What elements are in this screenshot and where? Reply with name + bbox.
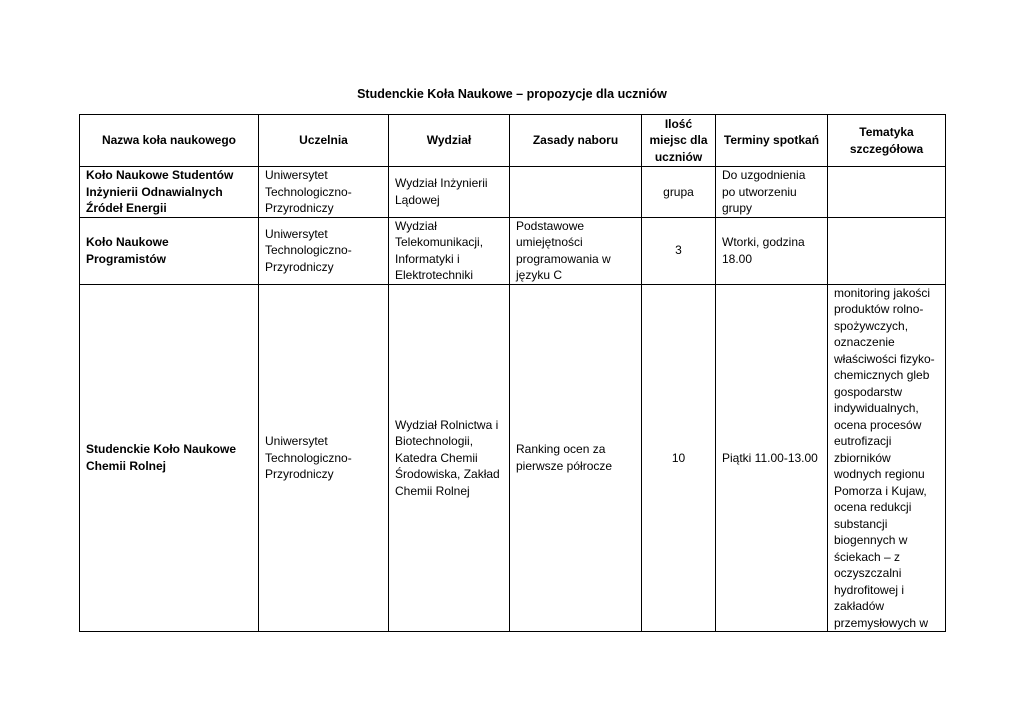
cell-faculty: Wydział Telekomunikacji, Informatyki i Elektrotechniki bbox=[389, 217, 510, 284]
cell-meetings: Piątki 11.00-13.00 bbox=[716, 284, 828, 632]
cell-university: Uniwersytet Technologiczno-Przyrodniczy bbox=[259, 167, 389, 218]
table-row bbox=[80, 284, 946, 632]
cell-meetings: Do uzgodnienia po utworzeniu grupy bbox=[716, 167, 828, 218]
cell-faculty: Wydział Inżynierii Lądowej bbox=[389, 167, 510, 218]
table-row bbox=[80, 167, 946, 218]
cell-recruitment bbox=[510, 167, 642, 218]
cell-university: Uniwersytet Technologiczno-Przyrodniczy bbox=[259, 284, 389, 632]
cell-places: 10 bbox=[642, 284, 716, 632]
header-recruitment: Zasady naboru bbox=[510, 115, 642, 167]
cell-topics bbox=[828, 167, 946, 218]
header-topics: Tematyka szczegółowa bbox=[828, 115, 946, 167]
cell-club-name: Koło Naukowe Programistów bbox=[80, 217, 259, 284]
cell-places: 3 bbox=[642, 217, 716, 284]
cell-recruitment: Podstawowe umiejętności programowania w języku C bbox=[510, 217, 642, 284]
cell-university: Uniwersytet Technologiczno-Przyrodniczy bbox=[259, 217, 389, 284]
cell-faculty: Wydział Rolnictwa i Biotechnologii, Katedra Chemii Środowiska, Zakład Chemii Rolnej bbox=[389, 284, 510, 632]
header-university: Uczelnia bbox=[259, 115, 389, 167]
header-places: Ilość miejsc dla uczniów bbox=[642, 115, 716, 167]
cell-topics: monitoring jakości produktów rolno-spożywczych, oznaczenie właściwości fizyko-chemicznych gleb gospodarstw indywidualnych, ocena procesów eutrofizacji zbiorników wodnych regionu Pomorza i Kujaw, ocena redukcji substancji biogennych w ściekach – z oczyszczalni hydrofitowej i zakładów przemysłowych w bbox=[828, 284, 946, 632]
header-meetings: Terminy spotkań bbox=[716, 115, 828, 167]
header-faculty: Wydział bbox=[389, 115, 510, 167]
cell-recruitment: Ranking ocen za pierwsze półrocze bbox=[510, 284, 642, 632]
cell-club-name: Koło Naukowe Studentów Inżynierii Odnawialnych Źródeł Energii bbox=[80, 167, 259, 218]
cell-club-name: Studenckie Koło Naukowe Chemii Rolnej bbox=[80, 284, 259, 632]
table-row bbox=[80, 217, 946, 284]
cell-topics bbox=[828, 217, 946, 284]
cell-meetings: Wtorki, godzina 18.00 bbox=[716, 217, 828, 284]
document-title: Studenckie Koła Naukowe – propozycje dla uczniów bbox=[357, 87, 667, 101]
clubs-table bbox=[79, 114, 946, 632]
header-club-name: Nazwa koła naukowego bbox=[80, 115, 259, 167]
cell-places: grupa bbox=[642, 167, 716, 218]
table-header-row bbox=[80, 115, 946, 167]
